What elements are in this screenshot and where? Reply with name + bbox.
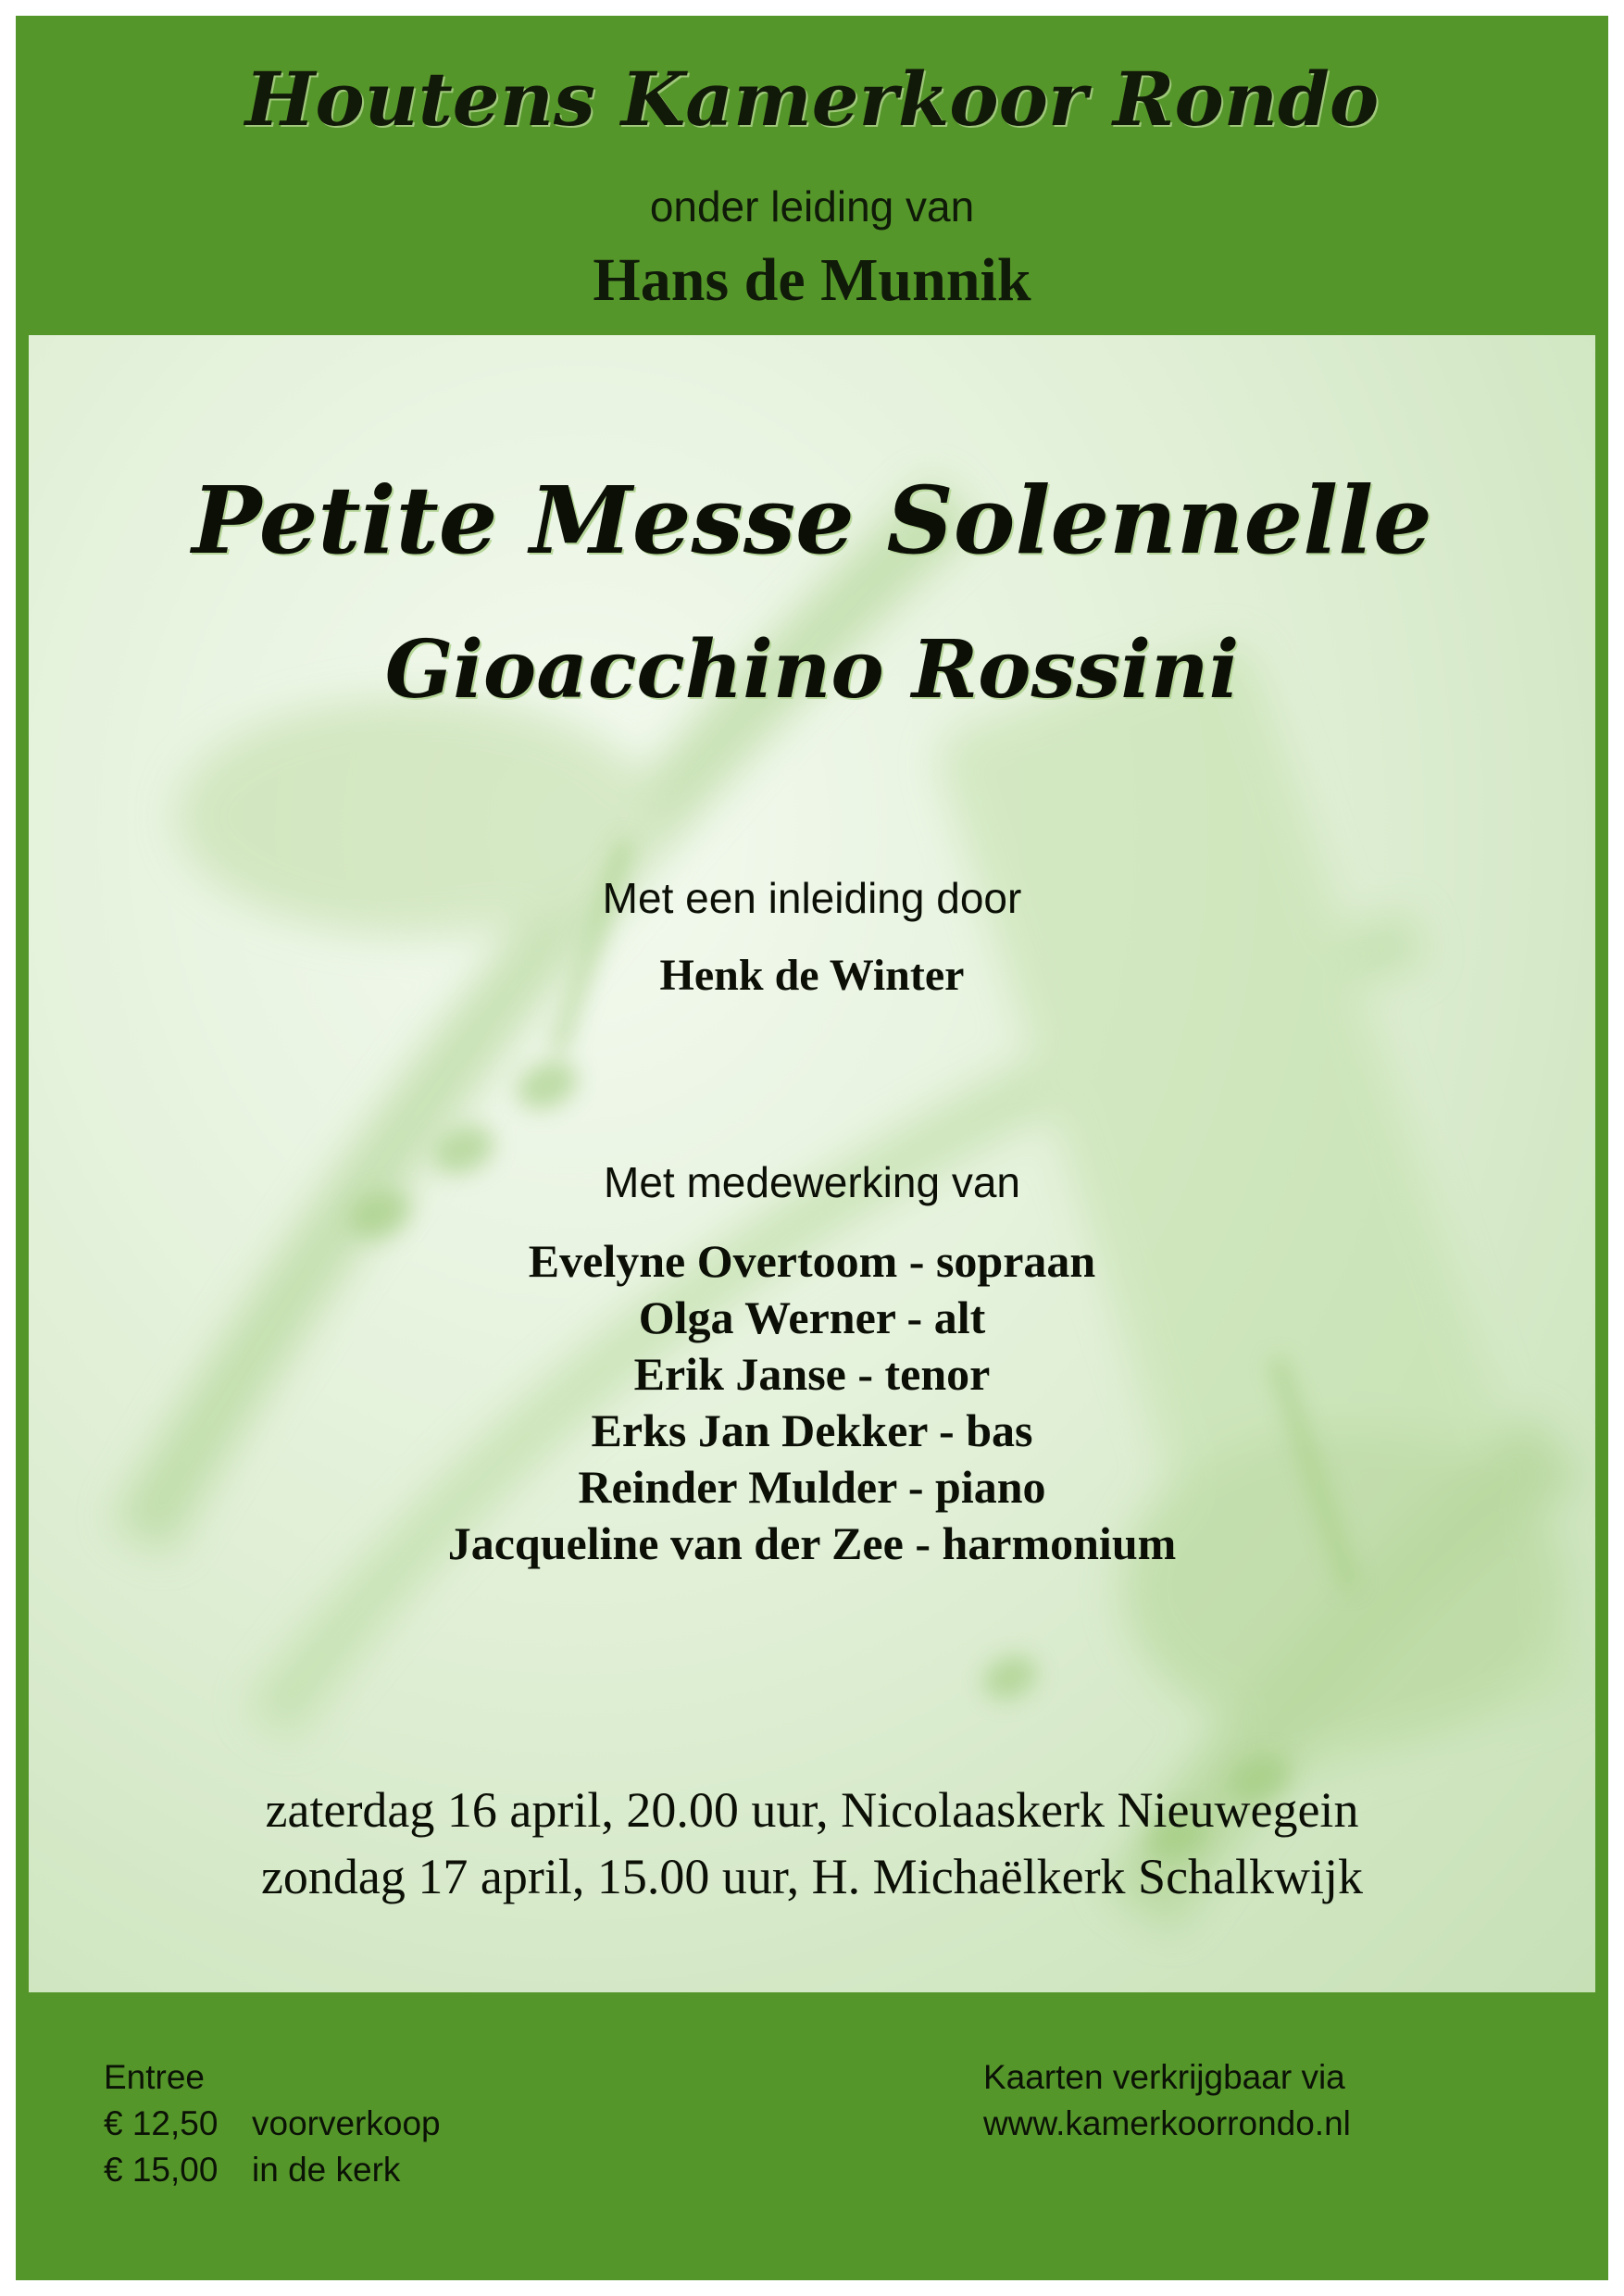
entrance-info <box>104 2054 752 2193</box>
price-at-door <box>104 2147 752 2193</box>
price-label: in de kerk <box>252 2151 401 2189</box>
conductor-name: Hans de Munnik <box>593 246 1031 314</box>
introduction-label: Met een inleiding door <box>602 874 1022 922</box>
concert-sunday: zondag 17 april, 15.00 uur, H. Michaëlkerk Schalkwijk <box>260 1849 1364 1904</box>
price-presale <box>104 2101 752 2147</box>
work-title: Petite Messe Solennelle <box>192 466 1432 575</box>
price-label: voorverkoop <box>252 2104 441 2142</box>
performer-harmonium: Jacqueline van der Zee - harmonium <box>447 1517 1177 1569</box>
conductor-intro: onder leiding van <box>649 182 975 231</box>
choir-name: Houtens Kamerkoor Rondo <box>244 56 1380 143</box>
tickets-website-link[interactable]: www.kamerkoorrondo.nl <box>983 2104 1351 2142</box>
panel-content <box>29 335 1595 1992</box>
tickets-heading: Kaarten verkrijgbaar via <box>983 2058 1345 2096</box>
poster-header <box>16 16 1608 331</box>
performer-bass: Erks Jan Dekker - bas <box>591 1404 1033 1456</box>
poster <box>16 16 1608 2280</box>
cooperation-label: Met medewerking van <box>604 1158 1020 1206</box>
introduction-speaker: Henk de Winter <box>659 951 965 1000</box>
performer-alto: Olga Werner - alt <box>638 1292 986 1343</box>
entrance-heading: Entree <box>104 2058 206 2096</box>
price-amount: € 15,00 <box>104 2151 219 2189</box>
performer-soprano: Evelyne Overtoom - sopraan <box>528 1235 1096 1287</box>
composer-name: Gioacchino Rossini <box>384 623 1240 717</box>
ticket-info <box>983 2054 1576 2147</box>
performer-piano: Reinder Mulder - piano <box>578 1461 1046 1513</box>
performer-tenor: Erik Janse - tenor <box>633 1348 991 1400</box>
performer-list <box>29 1233 1595 1572</box>
price-amount: € 12,50 <box>104 2104 219 2142</box>
main-panel <box>29 335 1595 1992</box>
concert-saturday: zaterdag 16 april, 20.00 uur, Nicolaaskerk Nieuwegein <box>265 1782 1359 1838</box>
